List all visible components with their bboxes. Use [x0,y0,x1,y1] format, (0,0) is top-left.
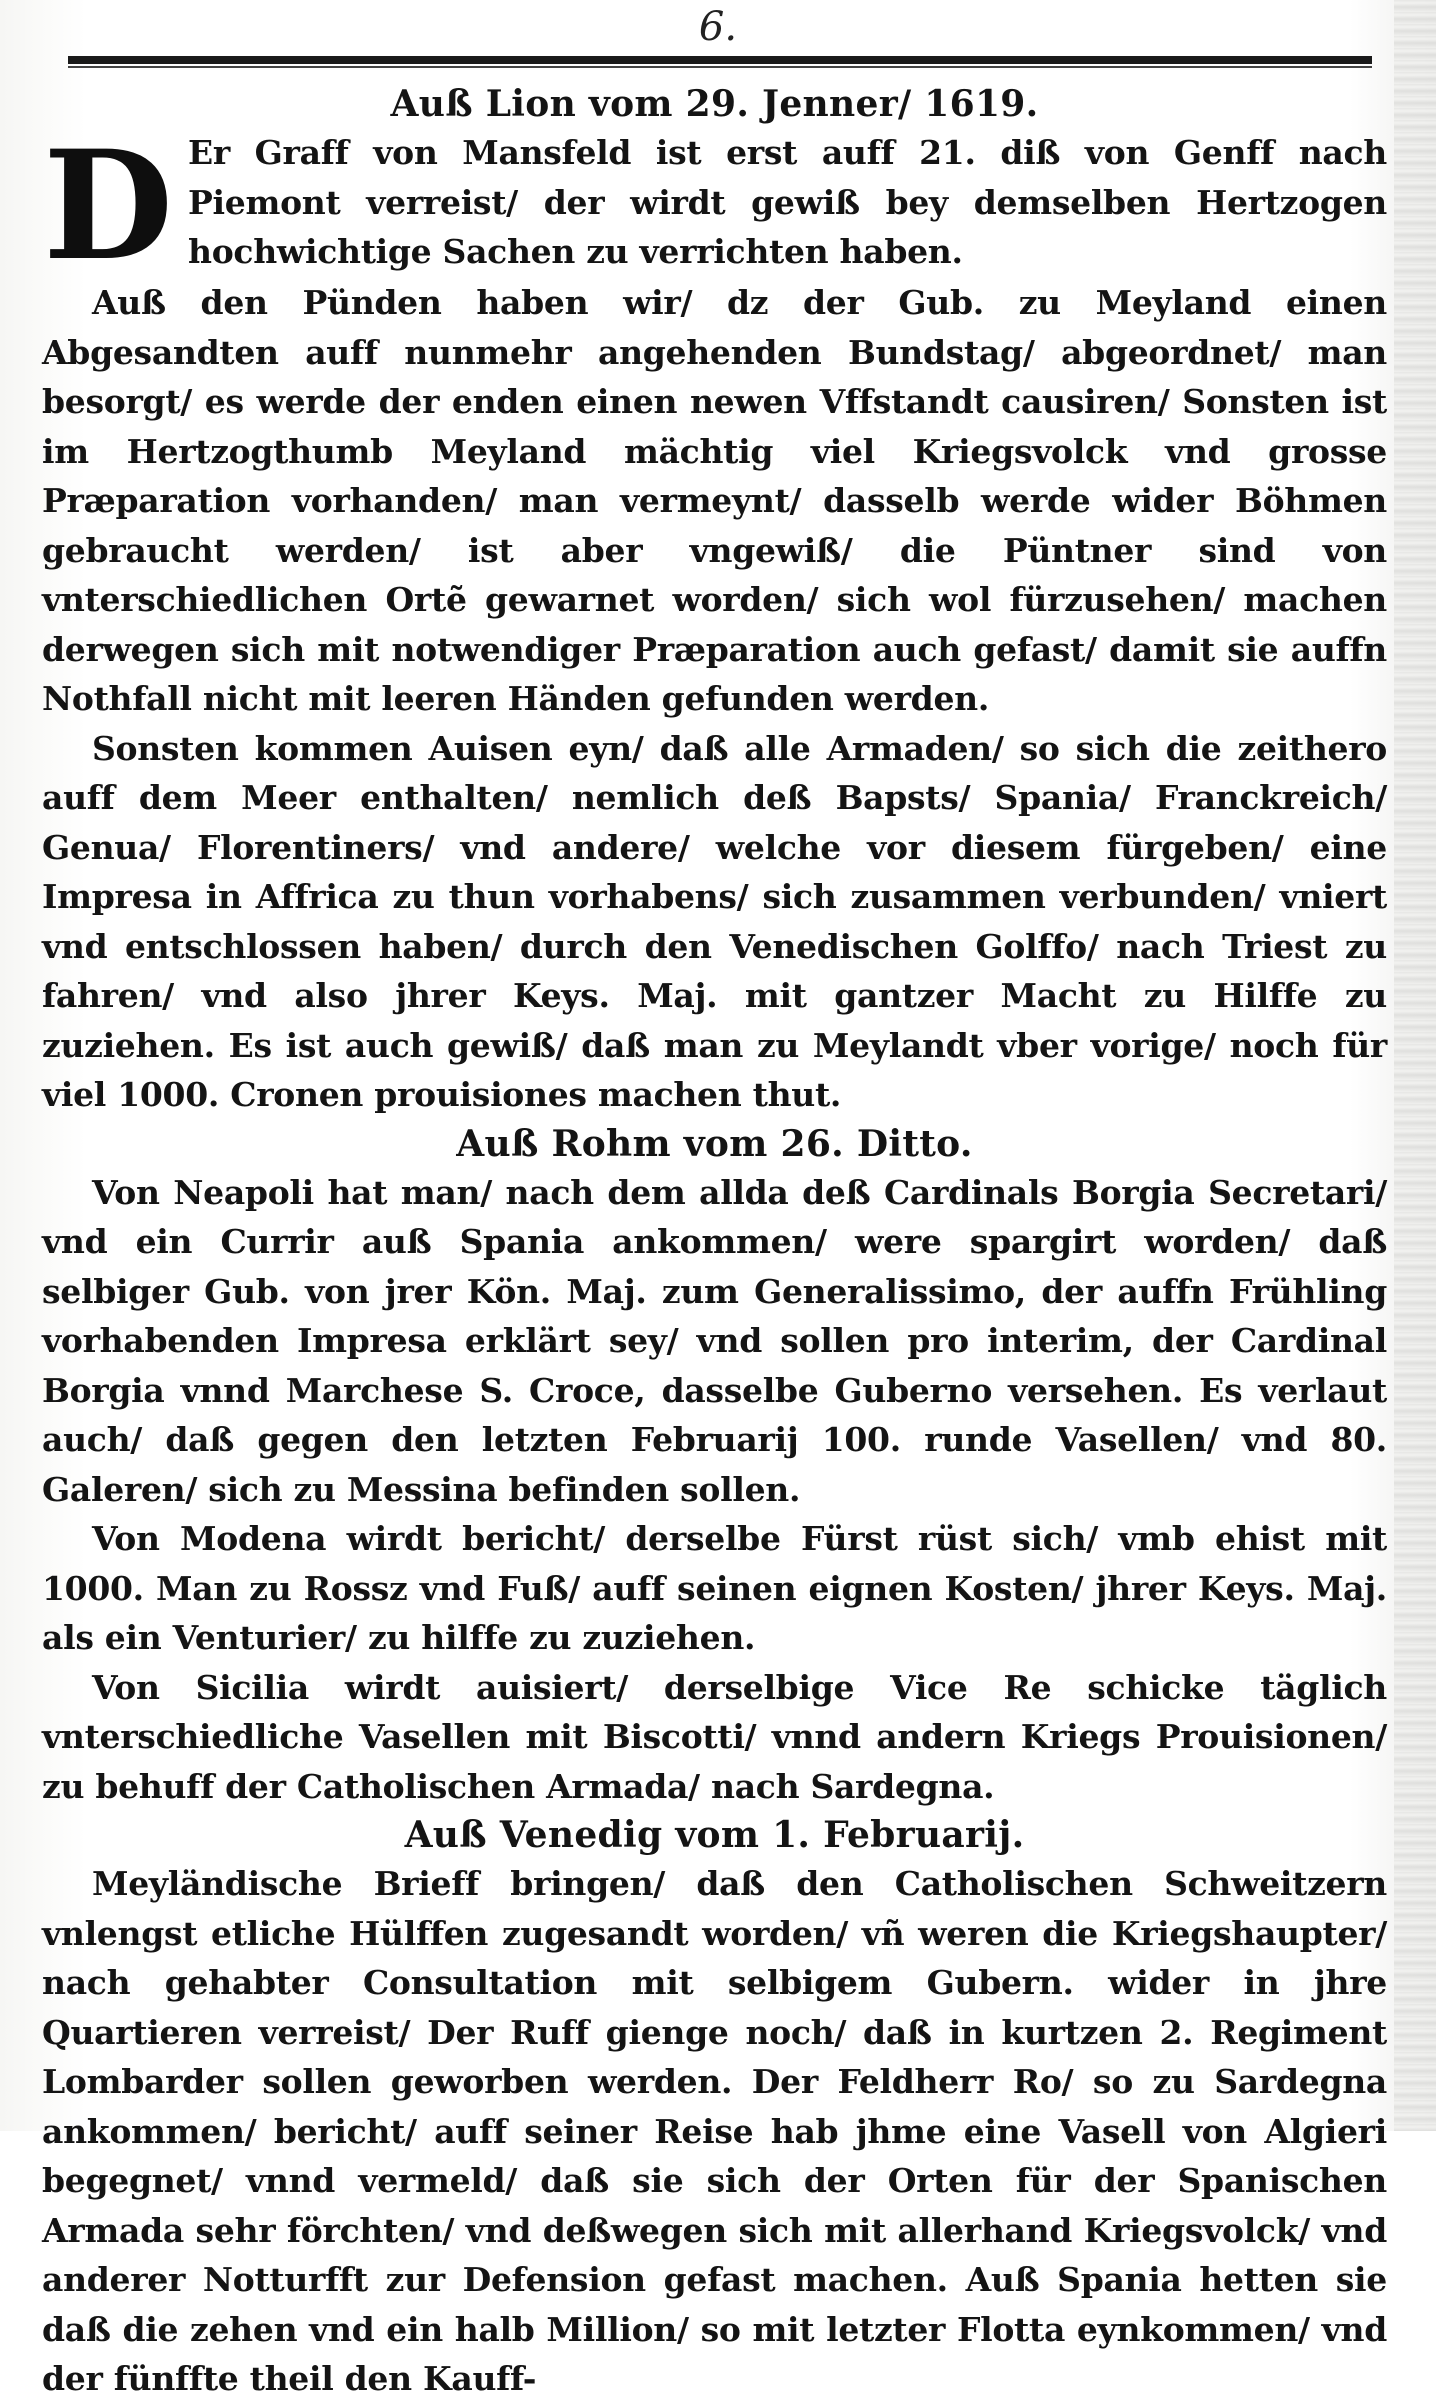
paragraph: Von Sicilia wirdt auisiert/ derselbige Vice Re schicke täglich vnterschiedliche Vasellen mit Biscotti/ vnnd andern Kriegs Prouisionen/ zu behuff der Catholischen Armada/ nach Sardegna. [42,1667,1387,1806]
section-lion [42,80,1387,1120]
section-heading-lion: Auß Lion vom 29. Jenner/ 1619. [390,83,1039,125]
paragraph [42,118,1387,294]
page-edge-shadow [1394,0,1436,2131]
paragraph: Sonsten kommen Auisen eyn/ daß alle Armaden/ so sich die zeithero auff dem Meer enthalten/ nemlich deß Bapsts/ Spania/ Franckreich/ Genua/ Florentiners/ vnd andere/ welche vor diesem fürgeben/ eine Impresa in Affrica zu thun vorhabens/ sich zusammen verbunden/ vniert vnd entschlossen haben/ durch den Venedischen Golffo/ nach Triest zu fahren/ vnd also jhrer Keys. Maj. mit gantzer Macht zu Hilffe zu zuziehen. Es ist auch gewiß/ daß man zu Meylandt vber vorige/ noch für viel 1000. Cronen prouisiones machen thut. [42,728,1387,1114]
article-body [42,80,1387,2404]
section-venedig [42,1811,1387,2404]
header-rule [68,56,1372,64]
dropcap-letter: D [43,118,173,294]
paragraph-text: Er Graff von Mansfeld ist erst auff 21. diß von Genff nach Piemont verreist/ der wirdt gewiß bey demselben Hertzogen hochwichtige Sachen zu verrichten haben. [188,133,1387,271]
section-rohm [42,1120,1387,1812]
section-heading-rohm: Auß Rohm vom 26. Ditto. [456,1122,973,1165]
paragraph: Von Modena wirdt bericht/ derselbe Fürst rüst sich/ vmb ehist mit 1000. Man zu Rossz vnd Fuß/ auff seinen eignen Kosten/ jhrer Keys. Maj. als ein Venturier/ zu hilffe zu zuziehen. [42,1519,1387,1657]
paragraph: Von Neapoli hat man/ nach dem allda deß Cardinals Borgia Secretari/ vnd ein Currir auß Spania ankommen/ were spargirt worden/ daß selbiger Gub. von jrer Kön. Maj. zum Generalissimo, der auffn Frühling vorhabenden Impresa erklärt sey/ vnd sollen pro interim, der Cardinal Borgia vnnd Marchese S. Croce, dasselbe Guberno versehen. Es verlaut auch/ daß gegen den letzten Februarij 100. runde Vasellen/ vnd 80. Galeren/ sich zu Messina befinden sollen. [42,1172,1387,1509]
page-number: 6. [698,4,738,50]
paragraph: Meyländische Brieff bringen/ daß den Catholischen Schweitzern vnlengst etliche Hülffen zugesandt worden/ vñ weren die Kriegshaupter/ nach gehabter Consultation mit selbigem Gubern. wider in jhre Quartieren verreist/ Der Ruff gienge noch/ daß in kurtzen 2. Regiment Lombarder sollen geworben werden. Der Feldherr Ro/ so zu Sardegna ankommen/ bericht/ auff seiner Reise hab jhme eine Vasell von Algieri begegnet/ vnnd vermeld/ daß sie sich der Orten für der Spanischen Armada sehr förchten/ vnd deßwegen sich mit allerhand Kriegsvolck/ vnd anderer Notturfft zur Defension gefast machen. Auß Spania hetten sie daß die zehen vnd ein halb Million/ so mit letzter Flotta eynkommen/ vnd der fünffte theil den Kauff- [42,1864,1387,2398]
section-heading-venedig: Auß Venedig vom 1. Februarij. [404,1814,1025,1856]
paragraph: Auß den Pünden haben wir/ dz der Gub. zu Meyland einen Abgesandten auff nunmehr angehenden Bundstag/ abgeordnet/ man besorgt/ es werde der enden einen newen Vffstandt causiren/ Sonsten ist im Hertzogthumb Meyland mächtig viel Kriegsvolck vnd grosse Præparation vorhanden/ man vermeynt/ dasselb werde wider Böhmen gebraucht werden/ ist aber vngewiß/ die Püntner sind von vnterschiedlichen Ortẽ gewarnet worden/ sich wol fürzusehen/ machen derwegen sich mit notwendiger Præparation auch gefast/ damit sie auffn Nothfall nicht mit leeren Händen gefunden werden. [42,283,1387,718]
